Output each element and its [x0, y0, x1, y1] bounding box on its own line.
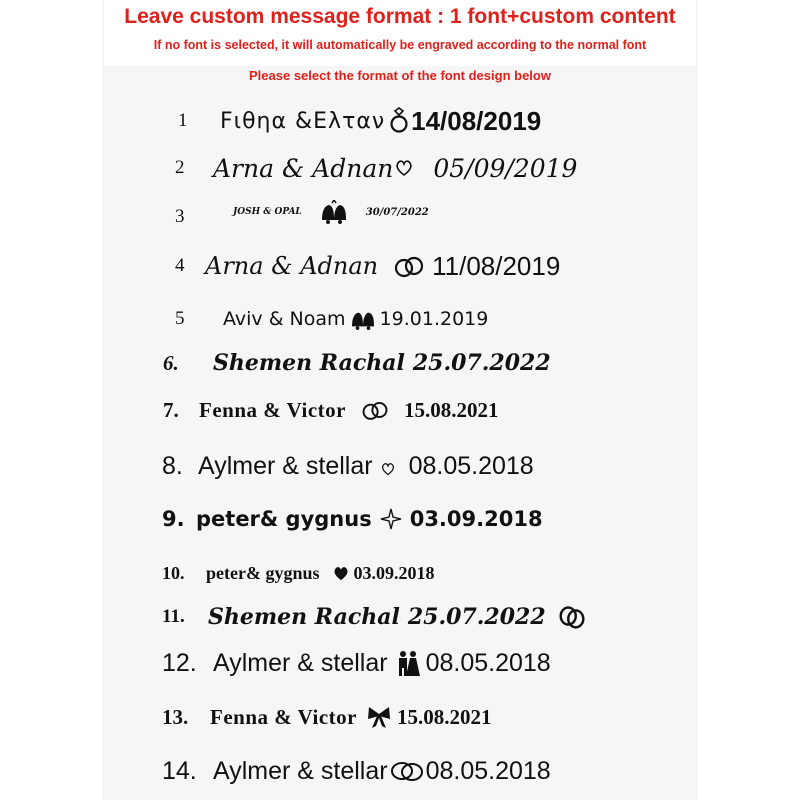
- font-option-12[interactable]: [162, 645, 551, 681]
- font-option-4[interactable]: [175, 248, 560, 284]
- font-option-1[interactable]: [178, 104, 541, 138]
- option-number: 4: [175, 255, 185, 276]
- option-date: 15.08.2021: [403, 397, 499, 422]
- option-names: peter& gygnus: [206, 562, 320, 583]
- option-number: 14.: [162, 756, 197, 785]
- sparkle-icon: [380, 508, 402, 530]
- option-number: 12.: [162, 648, 197, 677]
- option-number: 1: [178, 110, 188, 131]
- font-option-7[interactable]: [163, 393, 498, 427]
- bride-groom-icon: [396, 650, 420, 676]
- option-number: 3: [175, 206, 185, 227]
- option-date: 25.07.2022: [407, 604, 546, 630]
- option-date: 05/09/2019: [433, 153, 578, 183]
- font-option-11[interactable]: [162, 600, 588, 634]
- option-names: peter& gygnus: [196, 507, 372, 531]
- instruction-text: Please select the format of the font design below: [249, 68, 551, 83]
- option-names: Arna & Adnan: [213, 153, 394, 183]
- option-names: Aviv & Noam: [223, 308, 346, 330]
- wedding-bells-icon: [348, 308, 378, 330]
- option-number: 11.: [162, 606, 185, 627]
- option-names: Shemen Rachal: [213, 350, 405, 376]
- default-font-note: If no font is selected, it will automatically be engraved according to the normal font: [153, 38, 647, 52]
- option-names: Aylmer & stellar: [198, 451, 373, 480]
- option-date: 25.07.2022: [412, 350, 551, 376]
- rings-icon: [556, 604, 588, 630]
- option-number: 6.: [163, 350, 179, 375]
- rings-icon: [389, 760, 425, 782]
- option-number: 8.: [162, 451, 183, 480]
- option-date: 08.05.2018: [425, 756, 551, 785]
- option-names: Aylmer & stellar: [213, 648, 388, 677]
- option-number: 10.: [162, 562, 185, 583]
- heart-outline-icon: [395, 159, 413, 177]
- option-names: Fιθηα &Eλταν: [220, 108, 386, 134]
- diamond-ring-icon: [389, 107, 409, 135]
- option-date: 11/08/2019: [432, 250, 561, 281]
- option-date: 15.08.2021: [396, 704, 492, 729]
- option-names: Arna & Adnan: [205, 252, 379, 280]
- option-number: 2: [175, 157, 185, 178]
- option-date: 03.09.2018: [353, 562, 435, 583]
- option-names: JOSH & OPAL: [233, 207, 302, 217]
- option-date: 08.05.2018: [425, 648, 551, 677]
- option-date: 03.09.2018: [409, 507, 543, 531]
- font-option-8[interactable]: [162, 448, 534, 484]
- bow-tie-icon: [367, 706, 391, 728]
- page-title: Leave custom message format : 1 font+custom content: [124, 5, 676, 28]
- rings-icon: [360, 399, 390, 421]
- font-option-2[interactable]: [175, 151, 577, 185]
- option-number: 9.: [162, 507, 185, 531]
- option-date: 19.01.2019: [379, 308, 489, 330]
- option-names: Fenna & Victor: [210, 704, 357, 729]
- option-names: Fenna & Victor: [199, 397, 346, 422]
- option-date: 14/08/2019: [411, 105, 542, 136]
- font-option-3[interactable]: [175, 196, 429, 228]
- option-date: 30/07/2022: [365, 206, 429, 218]
- font-option-5[interactable]: [175, 302, 488, 336]
- option-names: Aylmer & stellar: [213, 756, 388, 785]
- option-names: Shemen Rachal: [208, 604, 400, 630]
- wedding-bells-icon: [318, 200, 350, 224]
- font-option-13[interactable]: [162, 700, 491, 734]
- heart-outline-icon: [381, 462, 395, 476]
- font-option-14[interactable]: [162, 753, 551, 789]
- font-option-9[interactable]: [162, 502, 543, 536]
- option-number: 7.: [163, 397, 179, 422]
- rings-icon: [392, 254, 426, 278]
- option-number: 13.: [162, 704, 189, 729]
- option-number: 5: [175, 308, 185, 329]
- heart-filled-icon: [332, 565, 350, 582]
- font-option-10[interactable]: [162, 558, 435, 588]
- font-option-6[interactable]: [163, 346, 551, 380]
- option-date: 08.05.2018: [408, 451, 534, 480]
